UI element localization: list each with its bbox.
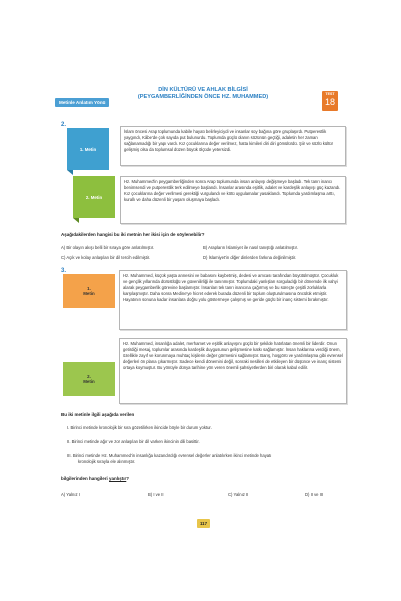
test-label: TEST [325,92,335,96]
q3-metin-1-label-number: 1. [87,286,91,291]
q3-intro: Bu iki metinle ilgili aşağıda verilen [61,412,135,417]
q3-statement-3-line-1: III. Birinci metinde Hz. Muhammed'in insanlığa kazandırdığı evrensel değerler anlatılırken ikinci metinde hayatı [67,453,272,458]
question-3-number: 3. [61,268,67,274]
q2-option-c[interactable]: C) Açık ve kolay anlaşılan bir dil tercih edilmiştir. [61,255,151,260]
q3-metin-2-box [119,338,347,404]
q2-metin-1-box [120,126,346,166]
q3-statement-3-line-2: kronolojik sırayla ele alınmıştır. [78,459,136,464]
q3-statement-3 [67,453,352,465]
q2-option-a[interactable]: A) Bir olayın akışı belli bir sıraya göre anlatılmıştır. [61,245,155,250]
q3-metin-1-ribbon [63,274,115,308]
section-tag: Metinle Anlatım Yönü [55,98,109,107]
q2-metin-2-tab [73,176,115,218]
test-number: 18 [324,97,335,107]
q2-question-stem: Aşağıdakilerden hangisi bu iki metnin her ikisi için de söylenebilir? [61,232,205,237]
q2-option-b[interactable]: B) Arapların İslamiyet ile nasıl tanıştığı anlatılmıştır. [203,245,298,250]
q3-metin-1-text: Hz. Muhammed, küçük yaşta annesini ve babasını kaybetmiş, dedesi ve amcası tarafından büyütülmüştür. Çocukluk ve gençlik yıllarında dürüstlüğü ve güvenilirliği ile tanınmıştır. Toplumdaki yanlışları sorguladığı bir dönemde ilk vahyi alarak peygamberlik görevine başlamıştır. İnsanları tek tanrı inancına çağırmış ve bu süreçte çeşitli zorluklarla karşılaşmıştır. Daha sonra Medine'ye hicret ederek burada düzenli bir toplum oluşturulmasına öncülük etmiştir. Hayatının sonuna kadar insanlara doğru yolu göstermeye çalışmış ve geride güçlü bir inanç sistemi bırakmıştır. [123,273,339,302]
q2-option-d[interactable]: D) İslamiyet'in diğer dinlerden farkına değinilmiştir. [203,255,297,260]
q3-metin-1-label-word: Metin [83,291,95,296]
q3-metin-2-ribbon [63,362,115,396]
tab-fold-decoration [67,170,73,175]
title-line-1: DİN KÜLTÜRÜ VE AHLAK BİLGİSİ [158,87,248,93]
q2-metin-2-label: 2. Metin [85,194,103,200]
q3-metin-1-box [119,270,347,330]
workbook-page [53,78,354,528]
q3-question-prefix: bilgilerinden hangileri [61,476,110,481]
page-title [113,87,293,100]
q3-question-stem [61,476,129,481]
q3-option-d[interactable]: D) II ve III [305,492,324,497]
tab-fold-decoration [73,218,79,223]
page-number: 117 [197,519,210,528]
q3-statement-1: I. Birinci metinde kronolojik bir sıra gözetilirken ikincide böyle bir durum yoktur. [67,425,212,430]
q2-metin-1-tab [67,128,109,170]
q3-metin-2-text: Hz. Muhammed, insanlığa adalet, merhamet ve eşitlik anlayışını güçlü bir şekilde hatırlatan önemli bir liderdir. Onun getirdiği mesaj, toplumlar arasında kardeşlik duygusunun gelişmesine katkı sağlamıştır. İnsan haklarına verdiği önem, özellikle zayıf ve korunmaya muhtaç kişilerin değer görmesini sağlamıştır. Barış, hoşgörü ve yardımlaşma gibi evrensel değerleri ön plana çıkarmıştır. Sadece kendi dönemini değil, sonraki nesilleri de etkileyen bir düşünce ve inanç sistemi ortaya koymuştur. Bu yönüyle dünya tarihine yön veren önemli şahsiyetlerden biri olarak kabul edilir. [123,341,343,370]
title-line-2: (PEYGAMBERLİĞİNDEN ÖNCE HZ. MUHAMMED) [137,93,269,100]
q2-metin-2-text: Hz. Muhammed'in peygamberliğinden sonra Arap toplumunda insan anlayışı değişmeye başladı. Tek tanrı inancı benimsendi ve putperestlik terk edilmeye başlandı. İnsanlar arasında eşitlik, adalet ve kardeşlik anlayışı güç kazandı. Kız çocuklarına değer verilmesi gerektiği vurgulandı ve kötü uygulamalar yasaklandı. Toplumda yardımlaşma arttı, kurallı ve daha düzenli bir yaşam oluşmaya başladı. [124,179,341,202]
q3-option-b[interactable]: B) I ve II [148,492,164,497]
q3-metin-2-label-word: Metin [83,379,95,384]
q3-statement-2: II. Birinci metinde ağır ve zor anlaşılan bir dil varken ikincinin dili basittir. [67,439,200,444]
question-2-number: 2. [61,122,67,128]
q3-question-suffix: ? [126,476,130,481]
q2-metin-1-text: İslam öncesi Arap toplumunda kabile hayatı belirleyiciydi ve insanlar soy bağına göre gruplaşırdı. Putperestlik yaygındı, Kâbe'de çok sayıda put bulunurdu. Toplumda güçlü olanın sözünün geçtiği, adaletin her zaman sağlanamadığı bir yapı vardı. Kız çocuklarına değer verilmez, hatta kimileri diri diri gömülürdü. Şiir ve sözlü kültür gelişmiş olsa da toplumsal düzen büyük ölçüde yetersizdi. [124,129,333,152]
q3-option-a[interactable]: A) Yalnız I [61,492,80,497]
q3-metin-2-label-number: 2. [87,374,91,379]
q3-option-c[interactable]: C) Yalnız II [228,492,249,497]
test-badge [322,91,338,111]
q3-question-emphasis: yanlıştır [109,476,127,481]
q2-metin-1-label: 1. Metin [79,146,97,152]
q2-metin-2-box [120,176,346,224]
